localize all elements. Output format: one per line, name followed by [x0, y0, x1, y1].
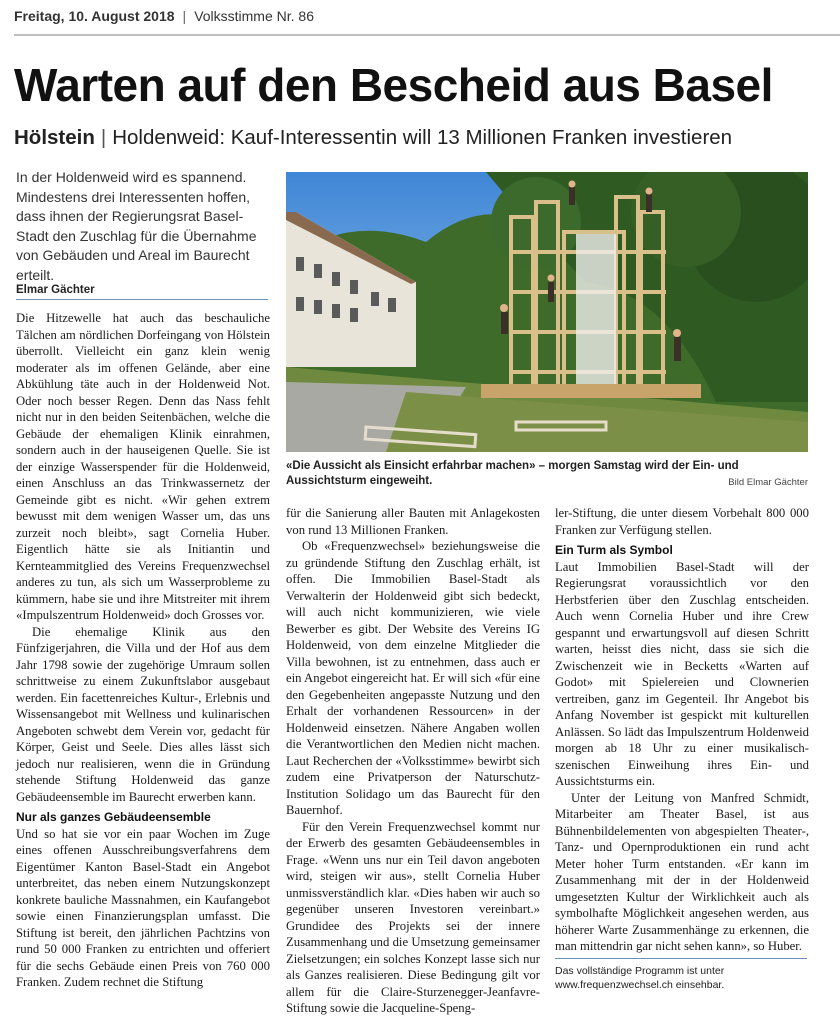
paragraph: Laut Immobilien Basel-Stadt will der Regierungsrat voraussichtlich vor den Herbstferien über den Zuschlag entscheiden. Auch wenn Cornelia Huber und ihre Crew gespannt und erwartungsvoll auf diesen Schritt warten, heisst dies nicht, dass sie sich die Zwischenzeit wie in Becketts «Warten auf Godot» mit Spielereien und Clownerien vertreiben, ganz im Gegenteil. Ihr Angebot bis Anfang November ist gespickt mit kulturellen Anlässen. So lädt das Impulszentrum Holdenweid morgen ab 18 Uhr zu einer musikalisch-szenischen Einweihung ihres Ein- und Aussichtsturms ein. — [555, 559, 809, 788]
article-column-1 — [16, 310, 270, 991]
paragraph: ler-Stiftung, die unter diesem Vorbehalt 800 000 Franken zur Verfügung stellen. — [555, 506, 809, 537]
paragraph: für die Sanierung aller Bauten mit Anlagekosten von rund 13 Millionen Franken. — [286, 506, 540, 537]
article-column-2 — [286, 505, 540, 1017]
photo-caption: «Die Aussicht als Einsicht erfahrbar machen» – morgen Samstag wird der Ein- und Aussichtsturm eingeweiht. — [286, 460, 739, 487]
paragraph: Die Hitzewelle hat auch das beschauliche Tälchen am nördlichen Dorfeingang von Hölstein überrollt. Vielleicht ein ganz klein wenig moderater als im offenen Gelände, aber eine Abkühlung täte auch in der Holdenweid Not. Oder noch besser Regen. Denn das Nass fehlt nicht nur in den beiden Seitenbächen, welche die Gebäude der ehemaligen Klinik einrahmen, sondern auch in der hauseigenen Quelle. Sie ist der einzige Wasserspender für die Holdenweid, einen Anschluss an das Trinkwassernetz der Gemeinde gibt es nicht. «Wir gehen extrem bewusst mit dem wenigen Wasser um, das uns zurzeit noch bleibt», sagt Cornelia Huber. Eigentlich hätte sie als Initiantin und Kernteammitglied des Vereins Frequenzwechsel anderes zu tun, als sich um Wasserprobleme zu kümmern, habe sie und ihre Mitstreiter mit ihrem «Impulszentrum Holdenweid» doch Grosses vor. — [16, 311, 270, 622]
section-heading: Nur als ganzes Gebäudeensemble — [16, 810, 211, 824]
tower-photo-illustration — [286, 172, 808, 452]
article-subheadline-row — [14, 126, 732, 150]
dateline-place: Hölstein — [14, 126, 95, 149]
article-photo — [286, 172, 808, 452]
author-byline: Elmar Gächter — [16, 284, 268, 300]
section-heading: Ein Turm als Symbol — [555, 543, 673, 557]
issue-number: Volksstimme Nr. 86 — [194, 8, 315, 24]
header-separator: | — [182, 8, 187, 24]
issue-date: Freitag, 10. August 2018 — [14, 8, 175, 24]
photo-credit: Bild Elmar Gächter — [728, 477, 808, 488]
program-link[interactable]: www.frequenzwechsel.ch einsehbar. — [555, 979, 725, 991]
article-column-3 — [555, 505, 809, 955]
paragraph: Ob «Frequenzwechsel» beziehungsweise die zu gründende Stiftung den Zuschlag erhält, ist offen. Die Immobilien Basel-Stadt als Verwalterin der Holdenweid gibt sich bedeckt, will auch nicht kommunizieren, wie viele Bewerber es gibt. Der Website des Vereins IG Holdenweid, von dem einzelne Mitglieder die Villa bewohnen, ist zu entnehmen, dass auch er ein Angebot eingereicht hat. Er will sich «für eine den Gegebenheiten angepasste Nutzung und den Erhalt der vorhandenen Ressourcen» in der Holdenweid einsetzen. Nähere Angaben wollen die Verantwortlichen den Medien nicht machen. Laut Recherchen der «Volksstimme» bewirbt sich zudem eine Privatperson der Naturschutz-Institution Solidago um das Baurecht für den Bauernhof. — [286, 539, 540, 817]
paragraph: Unter der Leitung von Manfred Schmidt, Mitarbeiter am Theater Basel, ist aus Bühnenbildelementen von abgespielten Theater-, Tanz- und Opernproduktionen ein rund acht Meter hoher Turm entstanden. «Er kann im Zusammenhang mit der in der Holdenweid umgesetzten Kultur der Wirklichkeit auch als symbolhafte Möglichkeit angesehen werden, aus höherer Warte Zusammenhänge zu erkennen, die man mittendrin gar nicht sehen kann», so Huber. — [555, 790, 809, 953]
article-headline: Warten auf den Bescheid aus Basel — [14, 59, 773, 111]
page-header — [14, 8, 314, 24]
article-lead: In der Holdenweid wird es spannend. Mindestens drei Interessenten hoffen, dass ihnen der Regierungsrat Basel-Stadt den Zuschlag für die Übernahme von Gebäuden und Areal im Baurecht erteilt. — [16, 169, 257, 283]
infobox-line: Das vollständige Programm ist unter — [555, 965, 725, 977]
program-infobox — [555, 958, 807, 992]
article-subheadline: Holdenweid: Kauf-Interessentin will 13 Millionen Franken investieren — [112, 126, 733, 149]
paragraph: Für den Verein Frequenzwechsel kommt nur der Erwerb des gesamten Gebäudeensembles in Frage. «Wenn uns nur ein Teil davon angeboten wird, steigen wir aus», stellt Cornelia Huber unmissverständlich klar. «Dies haben wir auch so gegenüber unseren Investoren vereinbart.» Grundidee des Projekts sei der innere Zusammenhang und die Umsetzung gemeinsamer Zielsetzungen; ein solches Konzept lasse sich nur als Ganzes realisieren. Diese Bedingung gilt vor allem für die Claire-Sturzenegger-Jeanfavre-Stiftung sowie die Jacqueline-Speng- — [286, 819, 540, 1015]
subheadline-separator: | — [100, 126, 107, 149]
paragraph: Die ehemalige Klinik aus den Fünfzigerjahren, die Villa und der Hof aus dem Jahr 1798 sowie der zugehörige Umraum sollen schrittweise zu einem Zukunftslabor ausgebaut werden. Ein facettenreiches Kultur-, Erlebnis und Wissensangebot mit Wellness und kulinarischen Angeboten schwebt dem Verein vor, gedacht für Körper, Geist und Seele. Dies alles lässt sich jedoch nur realisieren, wenn die in Gründung stehende Stiftung Holdenweid das ganze Gebäudeensemble im Baurecht erwerben kann. — [16, 624, 270, 804]
paragraph: Und so hat sie vor ein paar Wochen im Zuge eines offenen Ausschreibungsverfahrens dem Eigentümer Kanton Basel-Stadt ein Angebot unterbreitet, das neben einem Nutzungskonzept konkrete bauliche Massnahmen, ein Kaufangebot sowie einen Finanzierungsplan umfasst. Die Stiftung ist bereit, den jährlichen Pachtzins von rund 50 000 Franken zu entrichten und offeriert für die sechs Gebäude einen Preis von 760 000 Franken. Zudem rechnet die Stiftung — [16, 826, 270, 989]
header-rule — [14, 34, 840, 36]
